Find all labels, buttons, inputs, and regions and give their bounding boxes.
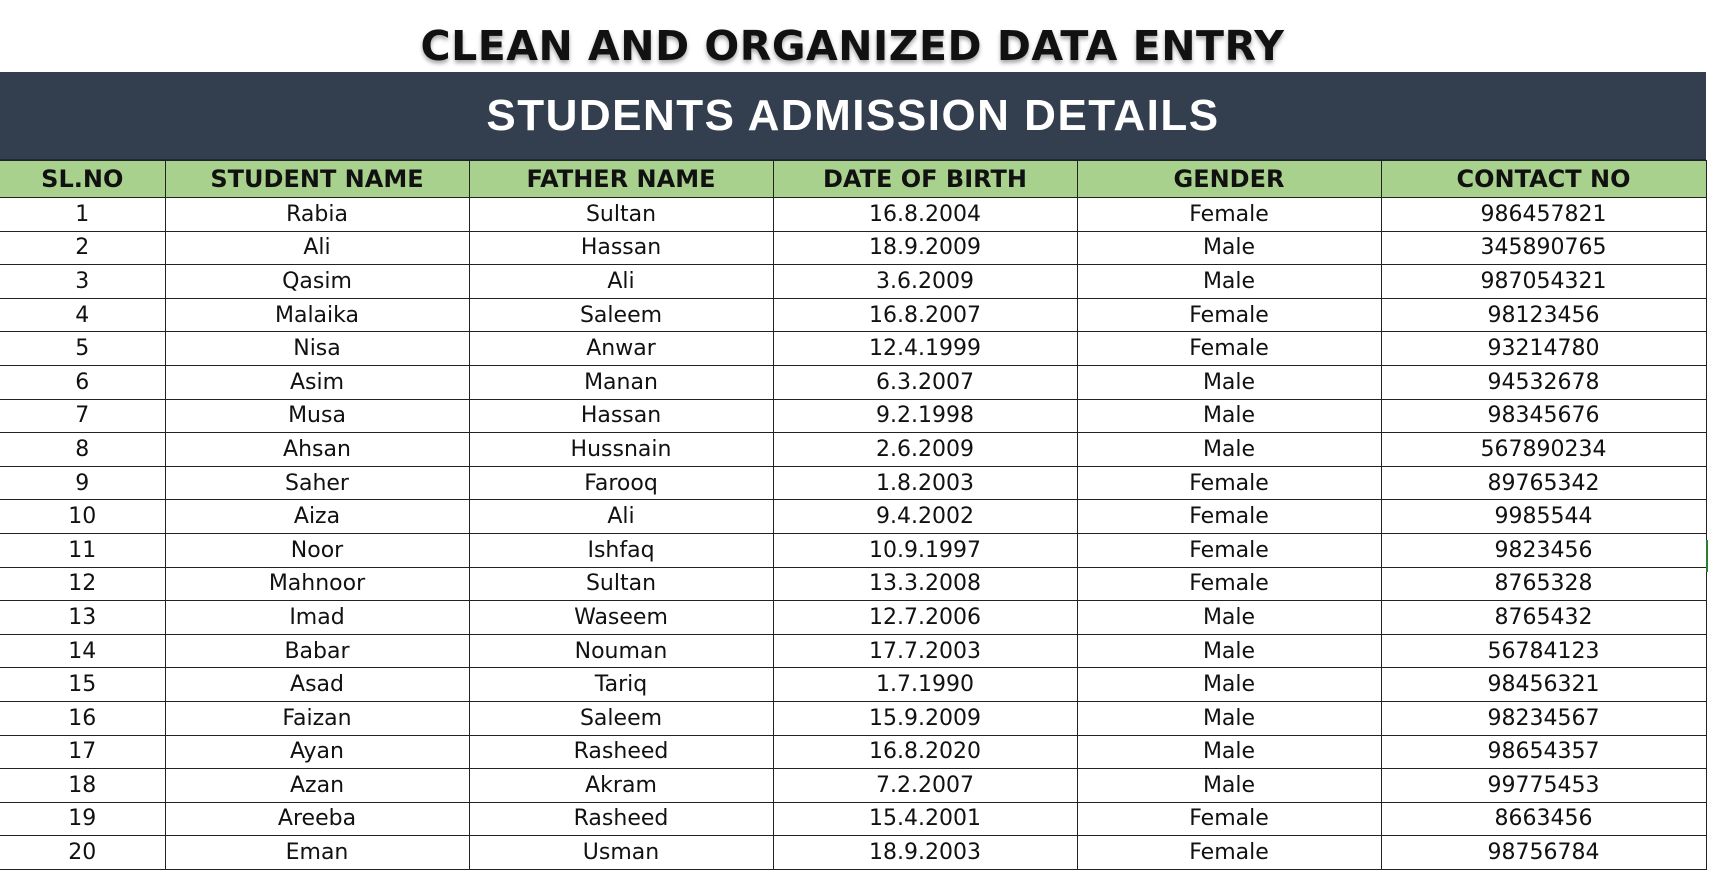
cell-gender[interactable]: Male — [1077, 701, 1381, 735]
cell-father-name[interactable]: Akram — [469, 769, 773, 803]
header-father-name[interactable]: FATHER NAME — [469, 161, 773, 198]
cell-gender[interactable]: Male — [1077, 231, 1381, 265]
cell-sl-no[interactable]: 16 — [0, 701, 165, 735]
table-row — [0, 365, 1706, 399]
cell-contact-no[interactable]: 94532678 — [1381, 365, 1706, 399]
cell-gender[interactable]: Male — [1077, 601, 1381, 635]
cell-date-of-birth[interactable]: 15.9.2009 — [773, 701, 1077, 735]
cell-date-of-birth[interactable]: 10.9.1997 — [773, 533, 1077, 567]
cell-gender[interactable]: Male — [1077, 668, 1381, 702]
cell-date-of-birth[interactable]: 16.8.2020 — [773, 735, 1077, 769]
cell-father-name[interactable]: Saleem — [469, 298, 773, 332]
cell-sl-no[interactable]: 7 — [0, 399, 165, 433]
cell-gender[interactable]: Female — [1077, 332, 1381, 366]
table-row — [0, 533, 1706, 567]
cell-sl-no[interactable]: 8 — [0, 433, 165, 467]
cell-gender[interactable]: Female — [1077, 802, 1381, 836]
table-row — [0, 298, 1706, 332]
table-body — [0, 198, 1706, 870]
table-row — [0, 500, 1706, 534]
cell-date-of-birth[interactable]: 2.6.2009 — [773, 433, 1077, 467]
cell-contact-no[interactable]: 98456321 — [1381, 668, 1706, 702]
table-banner[interactable]: STUDENTS ADMISSION DETAILS — [0, 72, 1706, 160]
cell-father-name[interactable]: Usman — [469, 836, 773, 870]
table-row — [0, 769, 1706, 803]
header-student-name[interactable]: STUDENT NAME — [165, 161, 469, 198]
cell-sl-no[interactable]: 1 — [0, 198, 165, 232]
cell-father-name[interactable]: Farooq — [469, 466, 773, 500]
table-row — [0, 466, 1706, 500]
cell-gender[interactable]: Female — [1077, 466, 1381, 500]
cell-sl-no[interactable]: 4 — [0, 298, 165, 332]
header-sl-no[interactable]: SL.NO — [0, 161, 165, 198]
cell-student-name[interactable]: Faizan — [165, 701, 469, 735]
table-row — [0, 701, 1706, 735]
cell-student-name[interactable]: Saher — [165, 466, 469, 500]
cell-sl-no[interactable]: 12 — [0, 567, 165, 601]
cell-date-of-birth[interactable]: 17.7.2003 — [773, 634, 1077, 668]
cell-gender[interactable]: Female — [1077, 500, 1381, 534]
cell-date-of-birth[interactable]: 6.3.2007 — [773, 365, 1077, 399]
cell-contact-no[interactable]: 8765328 — [1381, 567, 1706, 601]
cell-gender[interactable]: Male — [1077, 769, 1381, 803]
cell-date-of-birth[interactable]: 7.2.2007 — [773, 769, 1077, 803]
cell-father-name[interactable]: Hassan — [469, 231, 773, 265]
cell-student-name[interactable]: Qasim — [165, 265, 469, 299]
admission-table-container — [0, 72, 1706, 870]
cell-student-name[interactable]: Rabia — [165, 198, 469, 232]
cell-father-name[interactable]: Anwar — [469, 332, 773, 366]
cell-contact-no[interactable]: 98654357 — [1381, 735, 1706, 769]
cell-sl-no[interactable]: 5 — [0, 332, 165, 366]
cell-gender[interactable]: Male — [1077, 365, 1381, 399]
cell-father-name[interactable]: Sultan — [469, 567, 773, 601]
cell-student-name[interactable]: Ayan — [165, 735, 469, 769]
cell-father-name[interactable]: Tariq — [469, 668, 773, 702]
cell-contact-no[interactable]: 98345676 — [1381, 399, 1706, 433]
cell-contact-no[interactable]: 987054321 — [1381, 265, 1706, 299]
cell-gender[interactable]: Female — [1077, 298, 1381, 332]
cell-date-of-birth[interactable]: 18.9.2003 — [773, 836, 1077, 870]
cell-student-name[interactable]: Aiza — [165, 500, 469, 534]
cell-father-name[interactable]: Ishfaq — [469, 533, 773, 567]
cell-contact-no[interactable]: 8663456 — [1381, 802, 1706, 836]
cell-sl-no[interactable]: 18 — [0, 769, 165, 803]
cell-father-name[interactable]: Hussnain — [469, 433, 773, 467]
cell-contact-no[interactable]: 345890765 — [1381, 231, 1706, 265]
cell-sl-no[interactable]: 10 — [0, 500, 165, 534]
cell-student-name[interactable]: Noor — [165, 533, 469, 567]
cell-gender[interactable]: Male — [1077, 265, 1381, 299]
cell-gender[interactable]: Male — [1077, 399, 1381, 433]
cell-student-name[interactable]: Mahnoor — [165, 567, 469, 601]
cell-student-name[interactable]: Ahsan — [165, 433, 469, 467]
header-gender[interactable]: GENDER — [1077, 161, 1381, 198]
cell-student-name[interactable]: Ali — [165, 231, 469, 265]
cell-sl-no[interactable]: 15 — [0, 668, 165, 702]
cell-father-name[interactable]: Ali — [469, 265, 773, 299]
cell-contact-no[interactable]: 98234567 — [1381, 701, 1706, 735]
cell-father-name[interactable]: Nouman — [469, 634, 773, 668]
cell-student-name[interactable]: Musa — [165, 399, 469, 433]
cell-gender[interactable]: Male — [1077, 634, 1381, 668]
cell-sl-no[interactable]: 20 — [0, 836, 165, 870]
cell-date-of-birth[interactable]: 3.6.2009 — [773, 265, 1077, 299]
cell-contact-no[interactable]: 98123456 — [1381, 298, 1706, 332]
cell-sl-no[interactable]: 6 — [0, 365, 165, 399]
cell-father-name[interactable]: Hassan — [469, 399, 773, 433]
cell-sl-no[interactable]: 11 — [0, 533, 165, 567]
cell-contact-no[interactable]: 8765432 — [1381, 601, 1706, 635]
cell-father-name[interactable]: Waseem — [469, 601, 773, 635]
cell-date-of-birth[interactable]: 18.9.2009 — [773, 231, 1077, 265]
table-row — [0, 802, 1706, 836]
cell-date-of-birth[interactable]: 12.7.2006 — [773, 601, 1077, 635]
table-row — [0, 836, 1706, 870]
cell-father-name[interactable]: Rasheed — [469, 735, 773, 769]
cell-sl-no[interactable]: 17 — [0, 735, 165, 769]
cell-date-of-birth[interactable]: 16.8.2007 — [773, 298, 1077, 332]
cell-sl-no[interactable]: 13 — [0, 601, 165, 635]
cell-contact-no[interactable]: 9823456 — [1381, 533, 1706, 567]
cell-contact-no[interactable]: 98756784 — [1381, 836, 1706, 870]
cell-selection-edge — [1706, 540, 1708, 572]
cell-father-name[interactable]: Ali — [469, 500, 773, 534]
cell-father-name[interactable]: Sultan — [469, 198, 773, 232]
cell-sl-no[interactable]: 14 — [0, 634, 165, 668]
cell-student-name[interactable]: Eman — [165, 836, 469, 870]
page-title: CLEAN AND ORGANIZED DATA ENTRY — [420, 22, 1285, 70]
cell-contact-no[interactable]: 99775453 — [1381, 769, 1706, 803]
table-row — [0, 265, 1706, 299]
cell-contact-no[interactable]: 9985544 — [1381, 500, 1706, 534]
cell-father-name[interactable]: Rasheed — [469, 802, 773, 836]
table-row — [0, 567, 1706, 601]
cell-student-name[interactable]: Areeba — [165, 802, 469, 836]
cell-student-name[interactable]: Nisa — [165, 332, 469, 366]
table-row — [0, 399, 1706, 433]
table-row — [0, 332, 1706, 366]
cell-date-of-birth[interactable]: 1.7.1990 — [773, 668, 1077, 702]
cell-gender[interactable]: Female — [1077, 836, 1381, 870]
cell-sl-no[interactable]: 19 — [0, 802, 165, 836]
cell-contact-no[interactable]: 56784123 — [1381, 634, 1706, 668]
cell-student-name[interactable]: Asad — [165, 668, 469, 702]
cell-contact-no[interactable]: 567890234 — [1381, 433, 1706, 467]
cell-student-name[interactable]: Malaika — [165, 298, 469, 332]
cell-student-name[interactable]: Azan — [165, 769, 469, 803]
cell-date-of-birth[interactable]: 9.4.2002 — [773, 500, 1077, 534]
admission-table — [0, 160, 1707, 870]
cell-date-of-birth[interactable]: 16.8.2004 — [773, 198, 1077, 232]
cell-sl-no[interactable]: 2 — [0, 231, 165, 265]
cell-sl-no[interactable]: 3 — [0, 265, 165, 299]
cell-father-name[interactable]: Manan — [469, 365, 773, 399]
cell-student-name[interactable]: Babar — [165, 634, 469, 668]
cell-student-name[interactable]: Imad — [165, 601, 469, 635]
table-row — [0, 634, 1706, 668]
table-row — [0, 601, 1706, 635]
cell-contact-no[interactable]: 93214780 — [1381, 332, 1706, 366]
cell-date-of-birth[interactable]: 15.4.2001 — [773, 802, 1077, 836]
table-row — [0, 231, 1706, 265]
cell-student-name[interactable]: Asim — [165, 365, 469, 399]
cell-contact-no[interactable]: 89765342 — [1381, 466, 1706, 500]
table-row — [0, 433, 1706, 467]
cell-gender[interactable]: Female — [1077, 533, 1381, 567]
table-row — [0, 198, 1706, 232]
header-date-of-birth[interactable]: DATE OF BIRTH — [773, 161, 1077, 198]
cell-gender[interactable]: Female — [1077, 198, 1381, 232]
cell-gender[interactable]: Female — [1077, 567, 1381, 601]
table-row — [0, 668, 1706, 702]
cell-sl-no[interactable]: 9 — [0, 466, 165, 500]
header-contact-no[interactable]: CONTACT NO — [1381, 161, 1706, 198]
cell-contact-no[interactable]: 986457821 — [1381, 198, 1706, 232]
cell-date-of-birth[interactable]: 1.8.2003 — [773, 466, 1077, 500]
table-row — [0, 735, 1706, 769]
cell-date-of-birth[interactable]: 12.4.1999 — [773, 332, 1077, 366]
cell-gender[interactable]: Male — [1077, 433, 1381, 467]
cell-father-name[interactable]: Saleem — [469, 701, 773, 735]
cell-date-of-birth[interactable]: 13.3.2008 — [773, 567, 1077, 601]
cell-gender[interactable]: Male — [1077, 735, 1381, 769]
header-row — [0, 161, 1706, 198]
cell-date-of-birth[interactable]: 9.2.1998 — [773, 399, 1077, 433]
